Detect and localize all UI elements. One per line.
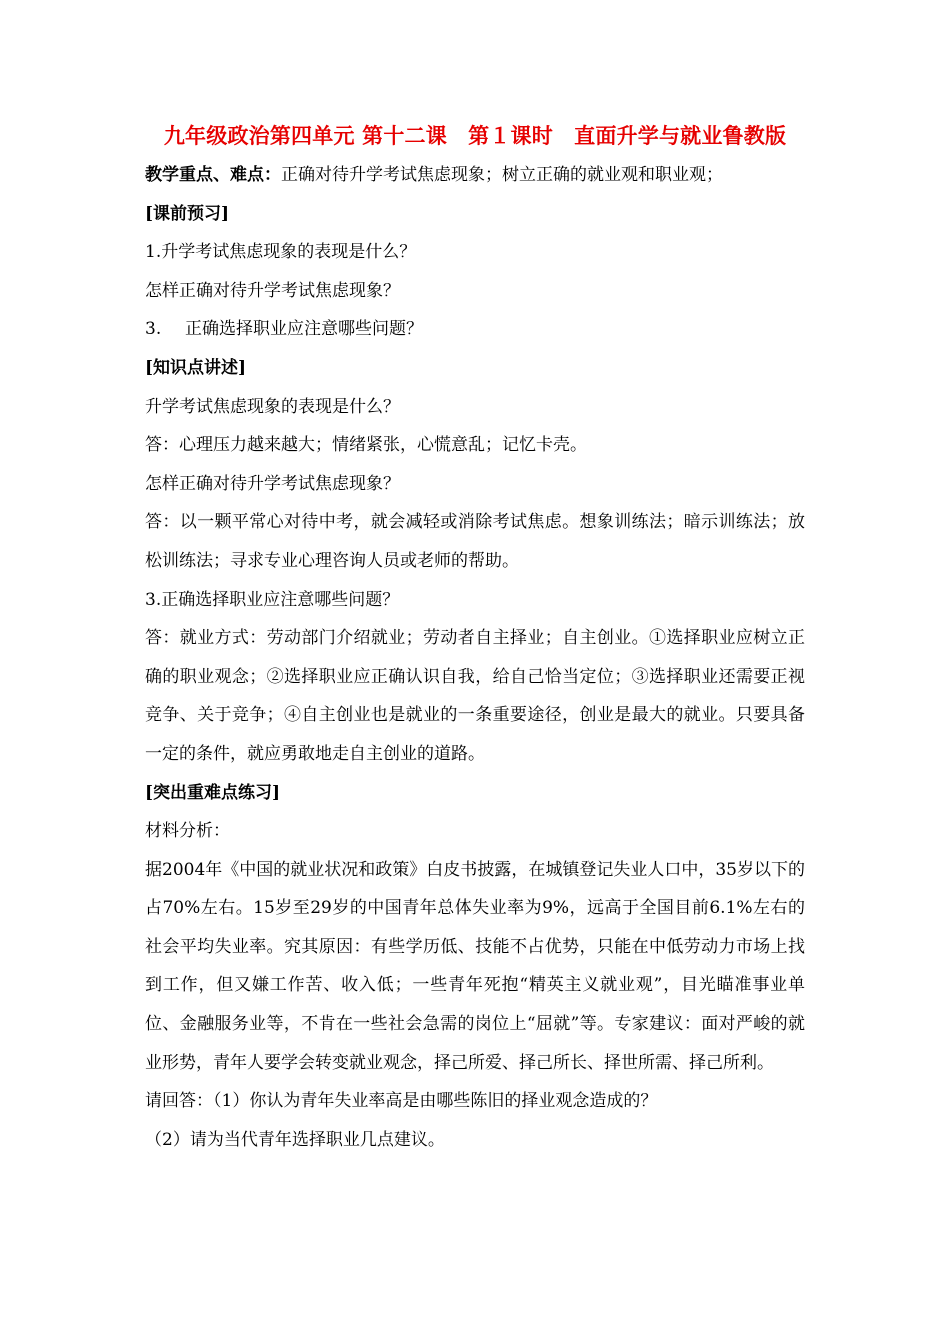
knowledge-answer-2: 答：以一颗平常心对待中考，就会减轻或消除考试焦虑。想象训练法；暗示训练法；放松训练法；寻求专业心理咨询人员或老师的帮助。 xyxy=(145,512,805,571)
section-practice-heading: [突出重难点练习] xyxy=(145,782,281,803)
knowledge-question-1: 升学考试焦虑现象的表现是什么？ xyxy=(145,396,400,417)
preview-question-3-number: 3. xyxy=(145,319,162,340)
knowledge-question-2: 怎样正确对待升学考试焦虑现象？ xyxy=(145,473,400,494)
section-knowledge-heading: [知识点讲述] xyxy=(145,357,247,378)
teaching-focus xyxy=(145,156,805,195)
preview-question-1: 1.升学考试焦虑现象的表现是什么？ xyxy=(145,242,417,263)
knowledge-answer-3: 答：就业方式：劳动部门介绍就业；劳动者自主择业；自主创业。①选择职业应树立正确的职业观念；②选择职业应正确认识自我，给自己恰当定位；③选择职业还需要正视竞争、关于竞争；④自主创业也是就业的一条重要途径，创业是最大的就业。只要具备一定的条件，就应勇敢地走自主创业的道路。 xyxy=(145,628,805,764)
knowledge-question-3: 3.正确选择职业应注意哪些问题？ xyxy=(145,589,400,610)
teaching-focus-text: 正确对待升学考试焦虑现象；树立正确的就业观和职业观； xyxy=(281,165,723,185)
document-page xyxy=(145,118,805,1159)
section-preview-heading: [课前预习] xyxy=(145,203,230,224)
document-title: 九年级政治第四单元 第十二课 第１课时 直面升学与就业鲁教版 xyxy=(163,123,787,148)
practice-material-label: 材料分析： xyxy=(145,821,230,842)
practice-question-1: 请回答：（1）你认为青年失业率高是由哪些陈旧的择业观念造成的？ xyxy=(145,1091,658,1112)
practice-question-2: （2）请为当代青年选择职业几点建议。 xyxy=(145,1129,445,1150)
preview-question-3 xyxy=(145,310,805,349)
teaching-focus-label: 教学重点、难点： xyxy=(145,165,281,185)
practice-material-text: 据2004年《中国的就业状况和政策》白皮书披露，在城镇登记失业人口中，35岁以下的占70%左右。15岁至29岁的中国青年总体失业率为9%，远高于全国目前6.1%左右的社会平均失业率。究其原因：有些学历低、技能不占优势，只能在中低劳动力市场上找到工作，但又嫌工作苦、收入低；一些青年死抱“精英主义就业观”，目光瞄准事业单位、金融服务业等，不肯在一些社会急需的岗位上“屈就”等。专家建议：面对严峻的就业形势，青年人要学会转变就业观念，择己所爱、择己所长、择世所需、择己所利。 xyxy=(145,859,805,1073)
preview-question-2: 怎样正确对待升学考试焦虑现象？ xyxy=(145,280,400,301)
knowledge-answer-1: 答：心理压力越来越大；情绪紧张，心慌意乱；记忆卡壳。 xyxy=(145,435,587,456)
preview-question-3-text: 正确选择职业应注意哪些问题？ xyxy=(185,319,423,340)
